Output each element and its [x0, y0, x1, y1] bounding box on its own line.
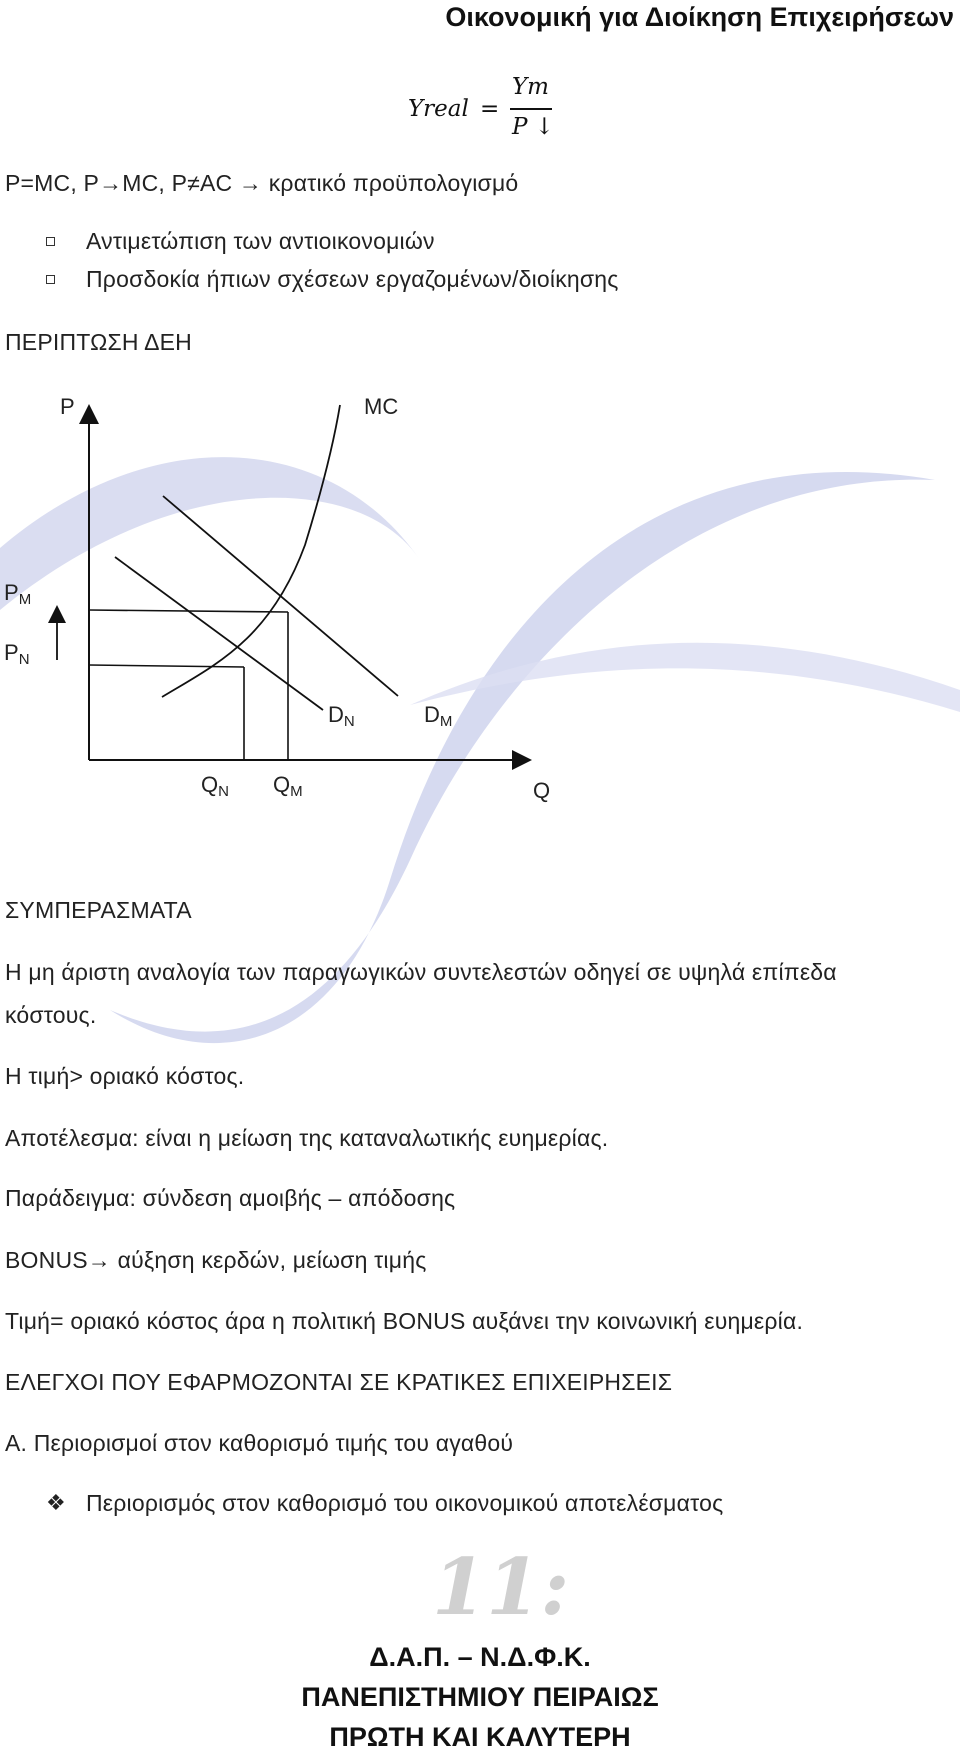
- list-item-label: Αντιμετώπιση των αντιοικονομιών: [86, 228, 435, 254]
- mc-curve: [162, 405, 340, 697]
- dm-label: $D_M$: [424, 702, 453, 730]
- list-item-label: Προσδοκία ήπιων σχέσεων εργαζομένων/διοίκησης: [86, 266, 619, 292]
- pm-level-line: [89, 610, 288, 612]
- y-axis-label: P: [60, 394, 75, 419]
- dn-label: $D_N$: [328, 702, 355, 730]
- conclusion-line: Αποτέλεσμα: είναι η μείωση της καταναλωτικής ευημερίας.: [5, 1125, 609, 1151]
- page-header-title: Οικονομική για Διοίκηση Επιχειρήσεων: [445, 2, 954, 32]
- conclusion-line: κόστους.: [5, 1002, 97, 1028]
- diamond-bullet-icon: ❖: [46, 1490, 66, 1515]
- footer-line-2: ΠΑΝΕΠΙΣΤΗΜΙΟΥ ΠΕΙΡΑΙΩΣ: [301, 1682, 659, 1712]
- formula-lhs: Yreal: [408, 96, 469, 122]
- conclusion-line: Παράδειγμα: σύνδεση αμοιβής – απόδοσης: [5, 1185, 456, 1211]
- conclusion-line: Α. Περιορισμοί στον καθορισμό τιμής του αγαθού: [5, 1430, 514, 1456]
- controls-heading: ΕΛΕΓΧΟΙ ΠΟΥ ΕΦΑΡΜΟΖΟΝΤΑΙ ΣΕ ΚΡΑΤΙΚΕΣ ΕΠΙΧΕΙΡΗΣΕΙΣ: [5, 1369, 673, 1395]
- list-item-label: Περιορισμός στον καθορισμό του οικονομικού αποτελέσματος: [86, 1490, 724, 1516]
- formula-denominator: P ↓: [512, 114, 555, 140]
- formula-equals: =: [480, 96, 500, 122]
- qn-label: $Q_N$: [201, 772, 229, 800]
- conclusion-line: Η τιμή> οριακό κόστος.: [5, 1063, 245, 1089]
- conclusion-line: Η μη άριστη αναλογία των παραγωγικών συντελεστών οδηγεί σε υψηλά επίπεδα: [5, 959, 837, 985]
- pm-label: $P_M$: [4, 580, 32, 608]
- conclusions-heading: ΣΥΜΠΕΡΑΣΜΑΤΑ: [5, 897, 192, 923]
- conclusion-line: BONUS→ αύξηση κερδών, μείωση τιμής: [5, 1247, 427, 1273]
- formula-numerator: Ym: [512, 74, 549, 100]
- footer-line-3: ΠΡΩΤΗ ΚΑΙ ΚΑΛΥΤΕΡΗ: [329, 1722, 631, 1752]
- case-heading: ΠΕΡΙΠΤΩΣΗ ΔΕΗ: [5, 329, 192, 355]
- page-number: 11:: [432, 1542, 570, 1633]
- qm-label: $Q_M$: [273, 772, 303, 800]
- x-axis-label: Q: [533, 778, 551, 803]
- pn-level-line: [89, 665, 244, 667]
- conclusion-line: Τιμή= οριακό κόστος άρα η πολιτική BONUS αυξάνει την κοινωνική ευημερία.: [5, 1308, 804, 1334]
- demand-line-dn: [115, 557, 323, 710]
- pn-label: $P_N$: [4, 640, 30, 668]
- mc-label: MC: [364, 394, 399, 419]
- footer-line-1: Δ.Α.Π. – Ν.Δ.Φ.Κ.: [369, 1642, 591, 1672]
- intro-line: P=MC, P→MC, P≠AC → κρατικό προϋπολογισμό: [5, 170, 519, 196]
